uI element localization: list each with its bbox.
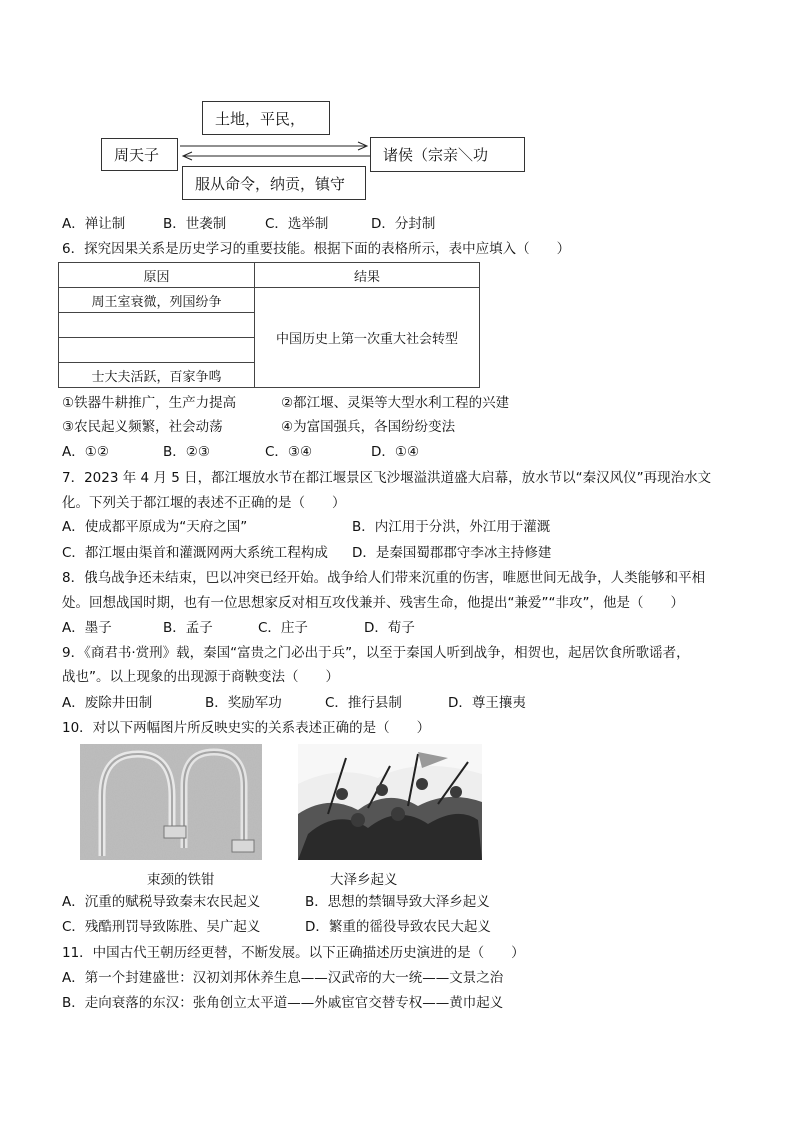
- table-result: 中国历史上第一次重大社会转型: [255, 288, 480, 388]
- q5-option-d: D．分封制: [371, 216, 436, 232]
- q6-option-d: D．①④: [371, 444, 420, 460]
- table-header-cause: 原因: [59, 263, 255, 288]
- q9-stem-line1: 9．《商君书·赏刑》载，秦国“富贵之门必出于兵”，以至于秦国人听到战争，相贺也，起居饮食所歌谣者，: [62, 645, 690, 661]
- q10-option-d: D．繁重的徭役导致农民大起义: [305, 919, 491, 935]
- dazexiang-uprising-image: [298, 744, 482, 860]
- table-cause-1: 周王室衰微，列国纷争: [59, 288, 255, 313]
- diagram-bottom-box: 服从命令，纳贡，镇守: [182, 166, 366, 200]
- caption-iron-collar: 束颈的铁钳: [147, 872, 215, 888]
- q8-option-a: A．墨子: [62, 620, 112, 636]
- cause-result-table: [58, 262, 480, 388]
- table-cause-2: [59, 313, 255, 338]
- q5-option-b: B．世袭制: [163, 216, 227, 232]
- q9-option-d: D．尊王攘夷: [448, 695, 526, 711]
- q7-stem-line2: 化。下列关于都江堰的表述不正确的是（ ）: [62, 495, 346, 511]
- q5-option-c: C．选举制: [265, 216, 329, 232]
- q8-option-c: C．庄子: [258, 620, 308, 636]
- diagram-right-box: 诸侯（宗亲＼功: [370, 137, 525, 172]
- diagram-top-box: 土地，平民，: [202, 101, 330, 135]
- q8-stem-line1: 8．俄乌战争还未结束，巴以冲突已经开始。战争给人们带来沉重的伤害，唯愿世间无战争，人类能够和平相: [62, 570, 706, 586]
- q8-option-b: B．孟子: [163, 620, 213, 636]
- table-cause-4: 士大夫活跃，百家争鸣: [59, 363, 255, 388]
- q6-item-2: ②都江堰、灵渠等大型水利工程的兴建: [281, 395, 510, 411]
- q6-item-3: ③农民起义频繁，社会动荡: [62, 419, 223, 435]
- q5-option-a: A．禅让制: [62, 216, 126, 232]
- diagram-arrows: [178, 140, 372, 164]
- table-header-result: 结果: [255, 263, 480, 288]
- caption-dazexiang: 大泽乡起义: [330, 872, 398, 888]
- q10-option-b: B．思想的禁锢导致大泽乡起义: [305, 894, 490, 910]
- q10-stem: 10．对以下两幅图片所反映史实的关系表述正确的是（ ）: [62, 720, 431, 736]
- q7-option-b: B．内江用于分洪，外江用于灌溉: [352, 519, 551, 535]
- q9-option-a: A．废除井田制: [62, 695, 153, 711]
- q11-option-b: B．走向衰落的东汉：张角创立太平道——外戚宦官交替专权——黄巾起义: [62, 995, 504, 1011]
- q9-stem-line2: 战也”。以上现象的出现源于商鞅变法（ ）: [62, 669, 339, 685]
- q6-item-4: ④为富国强兵，各国纷纷变法: [281, 419, 456, 435]
- q9-option-c: C．推行县制: [325, 695, 402, 711]
- iron-collar-image: [80, 744, 262, 860]
- table-cause-3: [59, 338, 255, 363]
- q7-option-a: A．使成都平原成为“天府之国”: [62, 519, 248, 535]
- diagram-left-box: 周天子: [101, 138, 178, 171]
- q10-option-a: A．沉重的赋税导致秦末农民起义: [62, 894, 261, 910]
- q6-option-a: A．①②: [62, 444, 109, 460]
- q6-stem: 6．探究因果关系是历史学习的重要技能。根据下面的表格所示，表中应填入（ ）: [62, 241, 571, 257]
- q6-option-c: C．③④: [265, 444, 313, 460]
- q9-option-b: B．奖励军功: [205, 695, 282, 711]
- q11-option-a: A．第一个封建盛世：汉初刘邦休养生息——汉武帝的大一统——文景之治: [62, 970, 504, 986]
- q7-option-c: C．都江堰由渠首和灌溉网两大系统工程构成: [62, 545, 328, 561]
- q6-item-1: ①铁器牛耕推广，生产力提高: [62, 395, 237, 411]
- q8-option-d: D．荀子: [364, 620, 415, 636]
- q7-option-d: D．是秦国蜀郡郡守李冰主持修建: [352, 545, 552, 561]
- q6-option-b: B．②③: [163, 444, 210, 460]
- q7-stem-line1: 7．2023 年 4 月 5 日，都江堰放水节在都江堰景区飞沙堰溢洪道盛大启幕，放水节以“秦汉风仪”再现治水文: [62, 470, 712, 486]
- q11-stem: 11．中国古代王朝历经更替，不断发展。以下正确描述历史演进的是（ ）: [62, 945, 525, 961]
- q10-option-c: C．残酷刑罚导致陈胜、吴广起义: [62, 919, 261, 935]
- q8-stem-line2: 处。回想战国时期，也有一位思想家反对相互攻伐兼并、残害生命，他提出“兼爱”“非攻”，他是（ ）: [62, 595, 684, 611]
